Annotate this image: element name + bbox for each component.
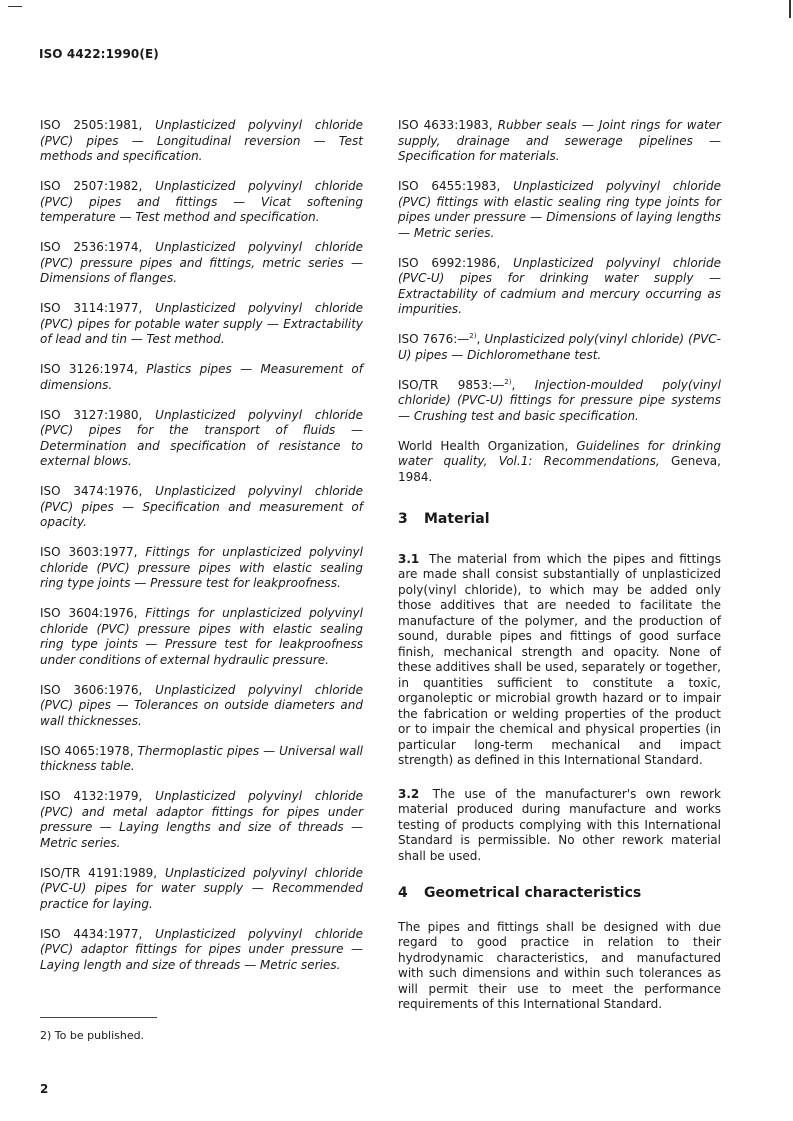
reference-title: Rubber seals — Joint rings for water supply, drainage and sewerage pipelines — Specification for materials. — [398, 118, 721, 163]
section-3-title: Material — [424, 511, 490, 527]
reference-number: ISO 3126:1974, — [40, 362, 138, 376]
reference-entry — [40, 484, 363, 531]
reference-entry — [40, 683, 363, 730]
reference-title: Unplasticized polyvinyl chloride (PVC) pipes — Tolerances on outside diameters and wall thicknesses. — [40, 682, 363, 728]
footnote-marker: 2) — [504, 377, 512, 386]
reference-entry — [398, 378, 721, 425]
reference-number: ISO 6455:1983, — [398, 179, 501, 193]
reference-title: Unplasticized polyvinyl chloride (PVC) pipes and fittings — Vicat softening temperature — Test method and specification. — [40, 179, 363, 224]
reference-author: World Health Organization, — [398, 438, 569, 453]
reference-number: ISO 4065:1978, — [40, 743, 134, 758]
reference-title: Unplasticized polyvinyl chloride (PVC) fittings with elastic sealing ring type joints for pipes under pressure — Dimensions of laying lengths — Metric series. — [398, 179, 721, 240]
reference-title: Unplasticized polyvinyl chloride (PVC-U) pipes for drinking water supply — Extractability of cadmium and mercury occurring as impurities. — [398, 255, 721, 316]
reference-number: ISO/TR 9853:— — [398, 377, 505, 392]
footnote-divider — [40, 1017, 157, 1018]
reference-title: Unplasticized polyvinyl chloride (PVC) pipes for the transport of fluids — Determination and specification of resistance to external blows. — [40, 407, 363, 468]
reference-title: Fittings for unplasticized polyvinyl chloride (PVC) pressure pipes with elastic sealing ring type joints — Pressure test for leakproofness under conditions of external hydraulic pressure. — [40, 606, 363, 667]
reference-title: Unplasticized polyvinyl chloride (PVC) pipes — Specification and measurement of opacity. — [40, 484, 363, 529]
reference-number: ISO 4633:1983, — [398, 118, 493, 132]
reference-title: Unplasticized polyvinyl chloride (PVC-U) pipes for water supply — Recommended practice for laying. — [40, 865, 363, 911]
reference-number: ISO 2507:1982, — [40, 179, 143, 193]
reference-title: Unplasticized polyvinyl chloride (PVC) adaptor fittings for pipes under pressure — Laying length and size of threads — Metric series. — [40, 926, 363, 972]
section-4-title: Geometrical characteristics — [424, 885, 642, 901]
clause-3-1 — [398, 552, 721, 769]
reference-title: Injection-moulded poly(vinyl chloride) (PVC-U) fittings for pressure pipe systems — Crushing test and basic specification. — [398, 377, 721, 423]
reference-publisher: Geneva, 1984. — [398, 454, 721, 484]
reference-title: Plastics pipes — Measurement of dimensions. — [40, 362, 363, 392]
reference-number: ISO 3606:1976, — [40, 682, 143, 697]
reference-title: Thermoplastic pipes — Universal wall thickness table. — [40, 743, 363, 773]
clause-number: 3.2 — [398, 786, 420, 801]
page-header-standard-id: ISO 4422:1990(E) — [39, 47, 159, 61]
reference-number: ISO 2536:1974, — [40, 240, 143, 254]
reference-number: ISO 3603:1977, — [40, 545, 138, 559]
reference-entry — [40, 606, 363, 668]
reference-entry-who — [398, 439, 721, 486]
reference-number-suffix: , — [511, 377, 516, 392]
reference-entry — [398, 332, 721, 363]
reference-title: Unplasticized polyvinyl chloride (PVC) pipes for potable water supply — Extractability of lead and tin — Test method. — [40, 301, 363, 346]
reference-entry — [40, 744, 363, 775]
reference-entry — [40, 927, 363, 974]
section-3-heading — [398, 512, 721, 528]
reference-entry — [40, 866, 363, 913]
right-reference-list — [398, 118, 721, 424]
reference-number: ISO 3114:1977, — [40, 301, 143, 315]
section-4-number: 4 — [398, 885, 408, 901]
reference-title: Unplasticized polyvinyl chloride (PVC) and metal adaptor fittings for pipes under pressure — Laying lengths and size of threads — Metric series. — [40, 789, 363, 850]
clause-number: 3.1 — [398, 551, 420, 566]
reference-entry — [398, 256, 721, 318]
left-reference-list — [40, 118, 363, 973]
crop-mark — [8, 6, 22, 7]
reference-number: ISO 4434:1977, — [40, 926, 143, 941]
reference-number: ISO 3474:1976, — [40, 484, 143, 498]
page-number: 2 — [40, 1082, 49, 1096]
reference-number: ISO 7676:— — [398, 332, 470, 346]
clause-text: The material from which the pipes and fittings are made shall consist substantially of unplasticized poly(vinyl chloride), to which may be added only those additives that are needed to facilitate the manufacture of the polymer, and the production of sound, durable pipes and fittings of good surface finish, mechanical strength and opacity. None of these additives shall be used, separately or together, in quantities sufficient to constitute a toxic, organoleptic or microbial growth hazard or to impair the fabrication or welding properties of the product or to impair the chemical and physical properties (in particular long-term mechanical and impact strength) as defined in this International Standard. — [398, 551, 721, 767]
section-4-heading — [398, 886, 721, 902]
reference-number: ISO/TR 4191:1989, — [40, 865, 158, 880]
reference-title: Unplasticized polyvinyl chloride (PVC) pipes — Longitudinal reversion — Test methods and specification. — [40, 118, 363, 163]
section-4-paragraph: The pipes and fittings shall be designed with due regard to good practice in relation to their hydrodynamic characteristics, and manufactured with such dimensions and within such tolerances as will permit their use to meet the performance requirements of this International Standard. — [398, 919, 721, 1011]
footnote-marker: 2) — [469, 332, 477, 340]
footnote: 2) To be published. — [40, 1029, 145, 1042]
reference-entry — [40, 118, 363, 165]
scan-edge-mark — [789, 0, 791, 18]
section-3-number: 3 — [398, 511, 408, 527]
clause-3-2 — [398, 787, 721, 865]
reference-number-suffix: , — [476, 332, 481, 346]
reference-number: ISO 6992:1986, — [398, 255, 501, 270]
reference-entry — [398, 118, 721, 165]
reference-number: ISO 3604:1976, — [40, 606, 138, 620]
reference-title: Unplasticized poly(vinyl chloride) (PVC-U) pipes — Dichloromethane test. — [398, 332, 722, 362]
reference-entry — [40, 240, 363, 287]
reference-entry — [40, 179, 363, 226]
reference-title: Fittings for unplasticized polyvinyl chloride (PVC) pressure pipes with elastic sealing ring type joints — Pressure test for leakproofness. — [40, 545, 363, 590]
reference-number: ISO 4132:1979, — [40, 789, 143, 803]
reference-entry — [40, 408, 363, 470]
reference-title: Guidelines for drinking water quality, Vol.1: Recommendations, — [398, 438, 721, 468]
reference-entry — [40, 789, 363, 851]
reference-entry — [398, 179, 721, 241]
reference-entry — [40, 362, 363, 393]
clause-text: The use of the manufacturer's own rework material produced during manufacture and works testing of products complying with this International Standard is permissible. No other rework material shall be used. — [398, 786, 721, 863]
reference-entry — [40, 545, 363, 592]
reference-number: ISO 3127:1980, — [40, 407, 143, 422]
right-column — [398, 118, 721, 1031]
reference-number: ISO 2505:1981, — [40, 118, 143, 132]
left-column — [40, 118, 363, 988]
reference-title: Unplasticized polyvinyl chloride (PVC) pressure pipes and fittings, metric series — Dimensions of flanges. — [40, 240, 363, 285]
reference-entry — [40, 301, 363, 348]
